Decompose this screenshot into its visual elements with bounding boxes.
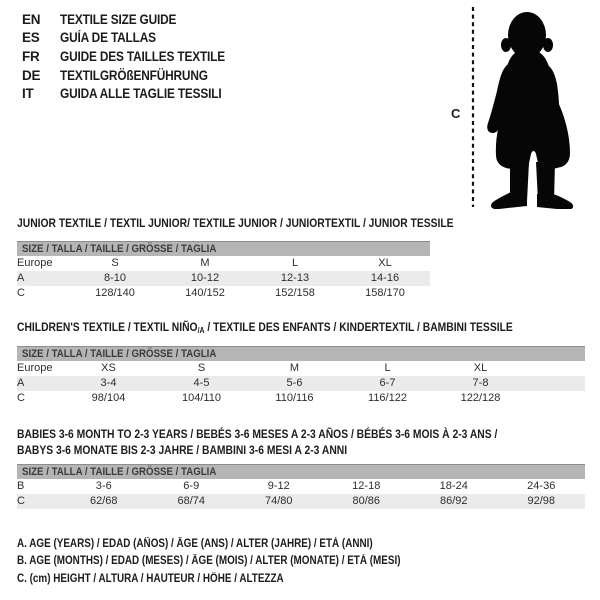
- table-cell: 128/140: [95, 287, 135, 299]
- size-header-text: SIZE / TALLA / TAILLE / GRÖSSE / TAGLIA: [22, 466, 217, 478]
- babies-size-table: [17, 464, 585, 509]
- language-title-list: [22, 10, 248, 103]
- footnote-a-text: A. AGE (YEARS) / EDAD (AÑOS) / ÂGE (ANS) / ALTER (JAHRE) / ETÀ (ANNI): [17, 538, 373, 550]
- row-label: C: [17, 392, 25, 404]
- junior-table-title-text: JUNIOR TEXTILE / TEXTIL JUNIOR/ TEXTILE JUNIOR / JUNIORTEXTIL / JUNIOR TESSILE: [17, 216, 454, 230]
- language-code: ES: [22, 30, 40, 46]
- children-size-table: [17, 346, 585, 406]
- table-cell: M: [289, 362, 300, 374]
- footnotes: [17, 536, 463, 588]
- table-cell: 12-18: [352, 480, 381, 492]
- language-label: GUIDE DES TAILLES TEXTILE: [60, 48, 226, 64]
- table-cell: XL: [378, 257, 392, 269]
- table-cell: 6-7: [379, 377, 396, 389]
- table-cell: 80/86: [352, 495, 381, 507]
- language-code: DE: [22, 67, 41, 83]
- language-row: [22, 84, 248, 103]
- table-cell: S: [197, 362, 206, 374]
- table-cell: 92/98: [527, 495, 556, 507]
- table-row: [17, 286, 430, 301]
- table-cell: 14-16: [370, 272, 400, 284]
- row-label: A: [17, 272, 25, 284]
- language-row: [22, 47, 248, 66]
- footnote-c-text: C. (cm) HEIGHT / ALTURA / HAUTEUR / HÖHE / ALTEZZA: [17, 572, 284, 585]
- table-cell: 4-5: [193, 377, 210, 389]
- table-row: [17, 494, 585, 509]
- height-measure-dashed-line: [471, 7, 475, 207]
- height-measure-label: C: [451, 106, 461, 121]
- table-cell: 74/80: [264, 495, 293, 507]
- footnote-b-text: B. AGE (MONTHS) / EDAD (MESES) / ÂGE (MOIS) / ALTER (MONATE) / ETÀ (MESI): [17, 555, 401, 568]
- table-cell: 122/128: [460, 392, 501, 404]
- table-cell: L: [291, 257, 299, 269]
- table-cell: 10-12: [190, 272, 220, 284]
- table-cell: XS: [101, 362, 116, 374]
- babies-title-line1: BABIES 3-6 MONTH TO 2-3 YEARS / BEBÉS 3-6 MESES A 2-3 AÑOS / BÉBÉS 3-6 MOIS À 2-3 ANS /: [17, 427, 498, 441]
- table-cell: 9-12: [267, 480, 290, 492]
- table-row: [17, 479, 585, 494]
- table-cell: 104/110: [182, 392, 221, 404]
- row-label: C: [17, 495, 25, 507]
- table-cell: 110/116: [275, 392, 314, 404]
- babies-title-line2: BABYS 3-6 MONATE BIS 2-3 JAHRE / BAMBINI 3-6 MESI A 2-3 ANNI: [17, 443, 348, 457]
- table-cell: 24-36: [527, 480, 556, 492]
- children-table-title-text: [17, 319, 513, 339]
- footnote-a: [17, 536, 463, 553]
- table-cell: 18-24: [439, 480, 468, 492]
- table-cell: 12-13: [280, 272, 310, 284]
- language-code: FR: [22, 48, 40, 64]
- table-cell: 86/92: [439, 495, 468, 507]
- table-cell: 7-8: [472, 377, 489, 389]
- table-cell: 68/74: [177, 495, 206, 507]
- size-header-bar: [17, 241, 430, 256]
- size-header-bar: [17, 464, 585, 479]
- table-cell: 98/104: [91, 392, 126, 404]
- table-cell: S: [111, 257, 119, 269]
- table-cell: 140/152: [185, 287, 225, 299]
- language-row: [22, 29, 248, 48]
- language-label: GUIDA ALLE TAGLIE TESSILI: [60, 86, 222, 102]
- language-label: GUÍA DE TALLAS: [60, 30, 156, 46]
- table-cell: 152/158: [275, 287, 315, 299]
- table-cell: XL: [473, 362, 488, 374]
- table-cell: 6-9: [183, 480, 200, 492]
- children-title-subscript: /A: [197, 326, 205, 335]
- table-cell: 5-6: [286, 377, 303, 389]
- children-title-prefix: CHILDREN'S TEXTILE / TEXTIL NIÑO: [17, 320, 198, 334]
- size-header-text: SIZE / TALLA / TAILLE / GRÖSSE / TAGLIA: [22, 243, 217, 255]
- row-label: C: [17, 287, 25, 299]
- junior-size-table: [17, 241, 430, 301]
- language-label: TEXTILGRÖßENFÜHRUNG: [60, 67, 208, 83]
- row-label: A: [17, 377, 25, 389]
- table-row: [17, 271, 430, 286]
- row-label: Europe: [17, 362, 53, 374]
- language-row: [22, 66, 248, 85]
- language-label: TEXTILE SIZE GUIDE: [60, 11, 177, 27]
- table-cell: 3-4: [100, 377, 117, 389]
- size-header-text: SIZE / TALLA / TAILLE / GRÖSSE / TAGLIA: [22, 348, 217, 360]
- table-cell: 8-10: [103, 272, 127, 284]
- table-cell: 158/170: [365, 287, 405, 299]
- language-code: EN: [22, 11, 41, 27]
- table-cell: 3-6: [95, 480, 112, 492]
- table-row: [17, 256, 430, 271]
- table-cell: 62/68: [89, 495, 118, 507]
- table-row: [17, 376, 585, 391]
- table-cell: L: [384, 362, 391, 374]
- toddler-silhouette-icon: [486, 4, 599, 209]
- table-row: [17, 391, 585, 406]
- footnote-c: [17, 571, 463, 588]
- table-cell: 116/122: [368, 392, 407, 404]
- table-cell: M: [200, 257, 210, 269]
- size-header-bar: [17, 346, 585, 361]
- junior-table-title: [17, 215, 525, 231]
- footnote-b: [17, 553, 463, 570]
- babies-table-title: [17, 426, 576, 458]
- language-code: IT: [22, 86, 34, 102]
- children-table-title: [17, 319, 593, 339]
- row-label: Europe: [17, 257, 53, 269]
- row-label: B: [17, 480, 25, 492]
- table-row: [17, 361, 585, 376]
- children-title-suffix: / TEXTILE DES ENFANTS / KINDERTEXTIL / BAMBINI TESSILE: [204, 320, 513, 334]
- language-row: [22, 10, 248, 29]
